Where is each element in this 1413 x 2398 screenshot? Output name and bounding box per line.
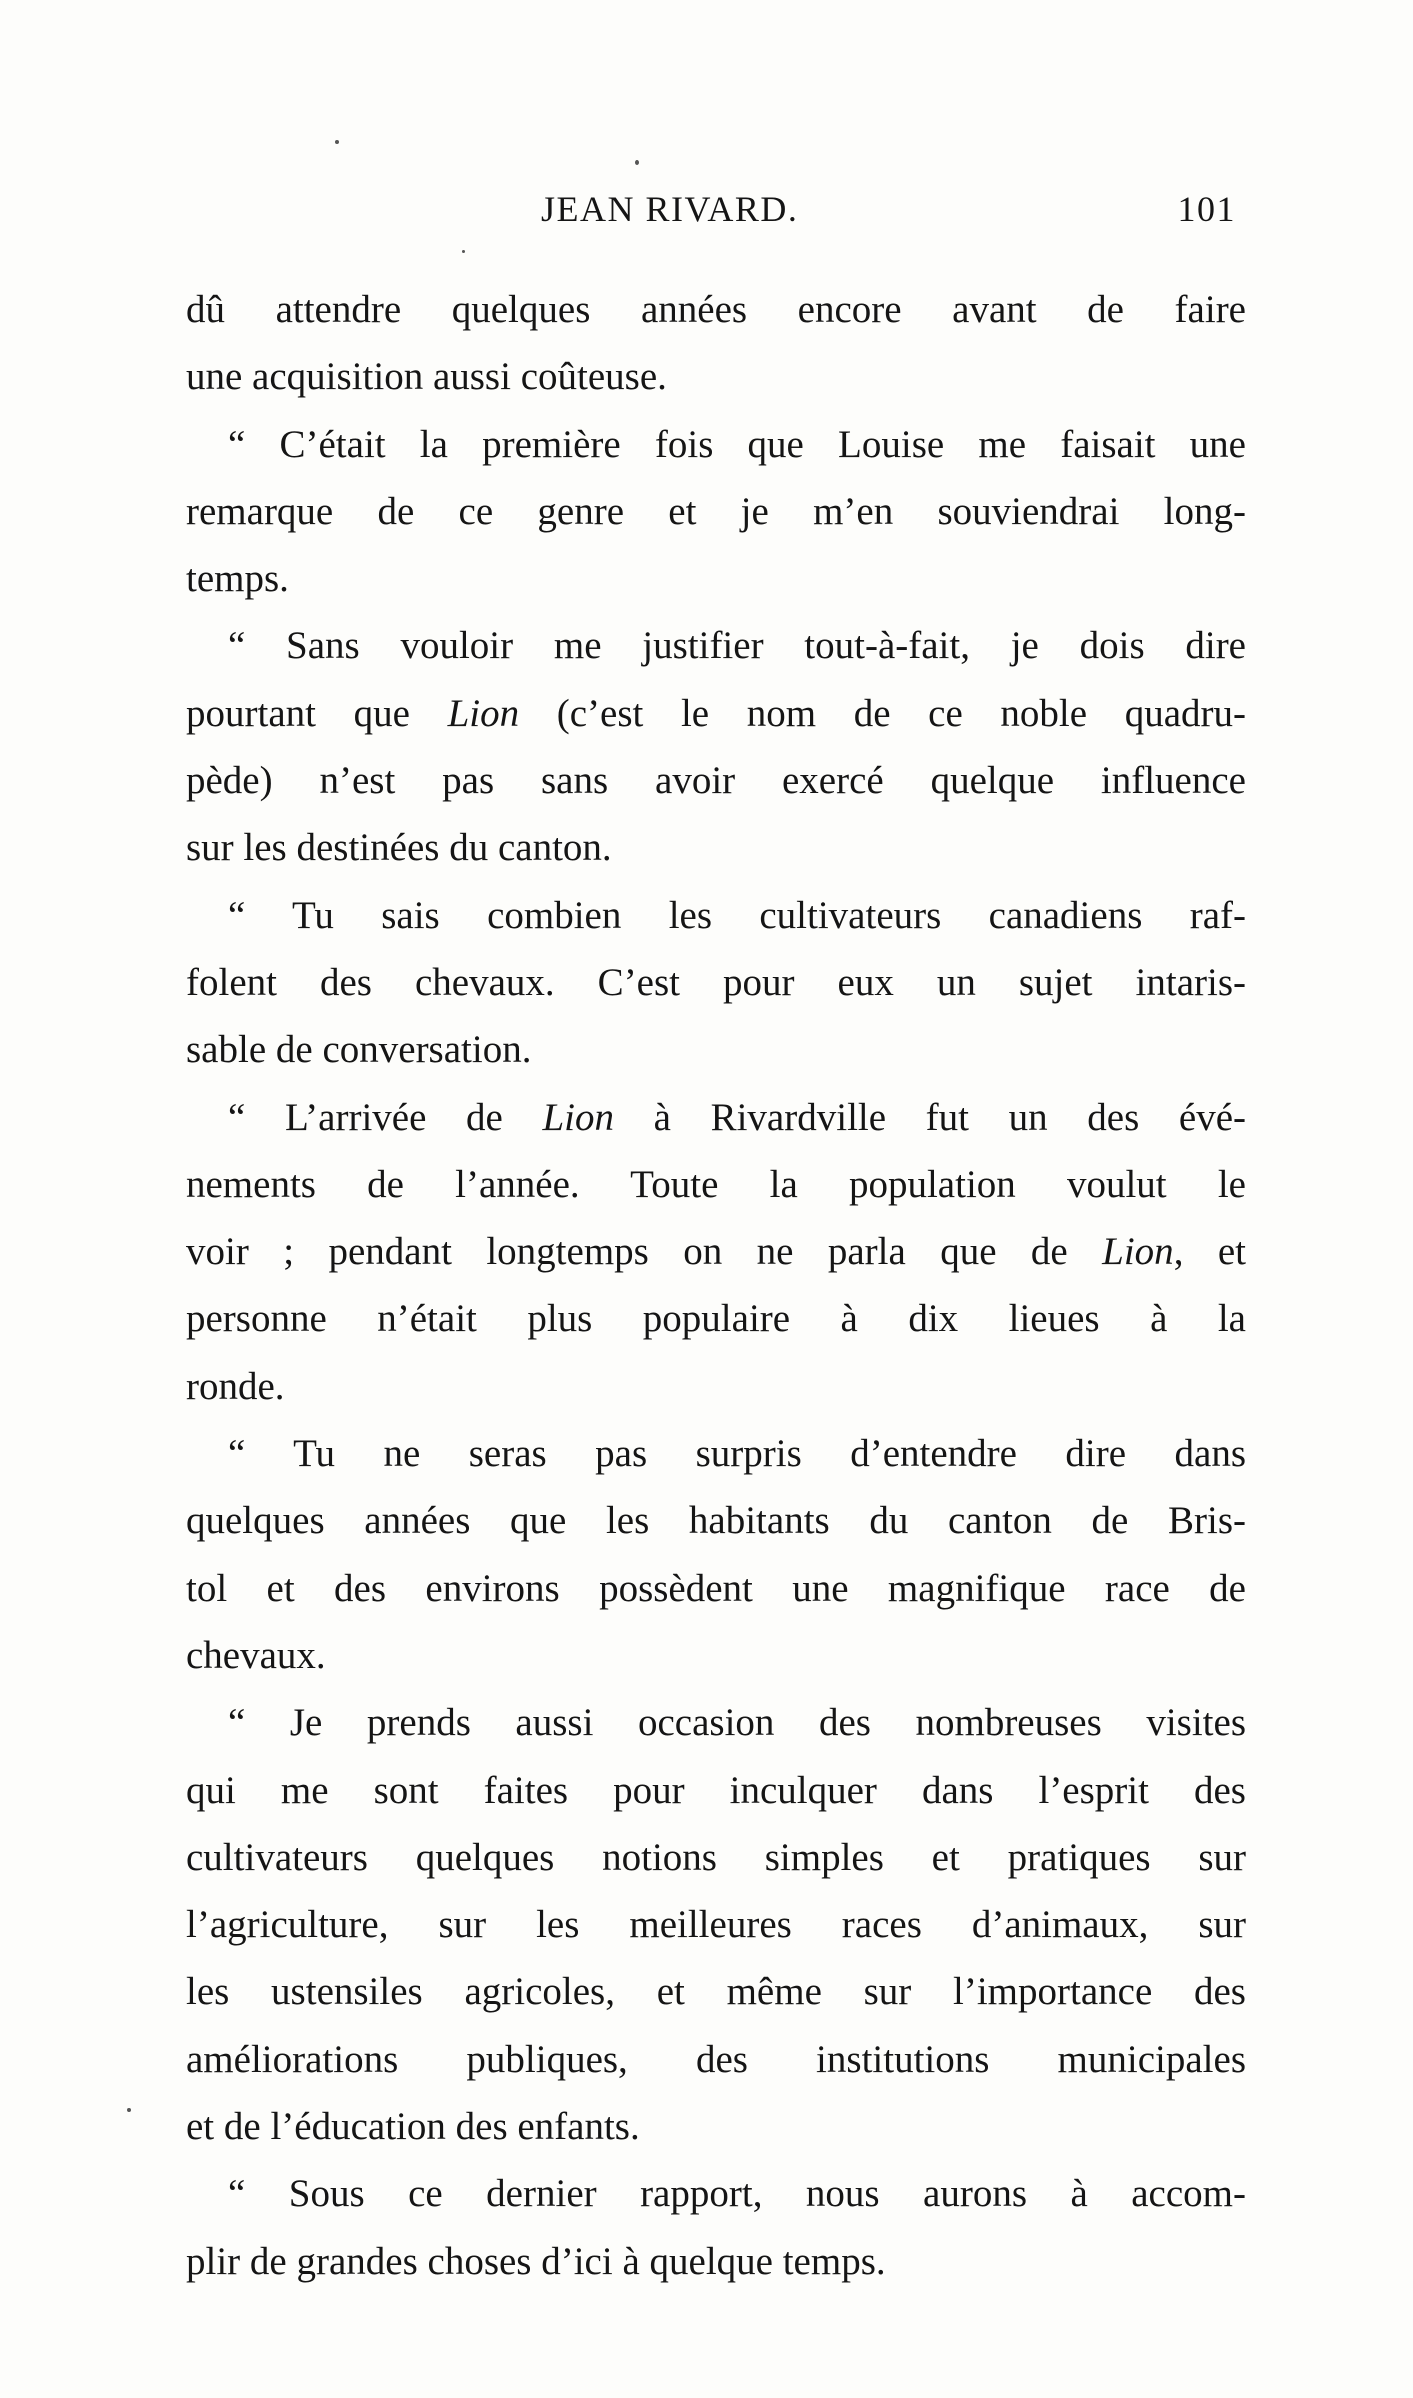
scan-speck bbox=[635, 160, 639, 165]
running-head-title: JEAN RIVARD. bbox=[541, 189, 799, 229]
text-line: dû attendre quelques années encore avant de faire bbox=[186, 288, 1246, 331]
text-line: et de l’éducation des enfants. bbox=[186, 2105, 640, 2149]
text-line: “ Sous ce dernier rapport, nous aurons à accom- bbox=[228, 2172, 1246, 2216]
text-line: temps. bbox=[186, 557, 289, 601]
text-line: l’agriculture, sur les meilleures races d’animaux, sur bbox=[186, 1903, 1246, 1947]
running-head bbox=[186, 188, 1236, 238]
text-line: remarque de ce genre et je m’en souviendrai long- bbox=[186, 489, 1246, 533]
text-line: tol et des environs possèdent une magnifique race de bbox=[186, 1566, 1246, 1610]
page-number: 101 bbox=[1177, 189, 1236, 229]
text-line: cultivateurs quelques notions simples et pratiques sur bbox=[186, 1835, 1246, 1879]
text-line: plir de grandes choses d’ici à quelque temps. bbox=[186, 2239, 886, 2283]
text-line: sur les destinées du canton. bbox=[186, 826, 612, 870]
text-line: pède) n’est pas sans avoir exercé quelque influence bbox=[186, 759, 1246, 803]
body-text bbox=[186, 276, 1246, 2295]
text-line: “ Sans vouloir me justifier tout-à-fait, je dois dire bbox=[228, 624, 1246, 668]
text-line: “ Tu sais combien les cultivateurs canadiens raf- bbox=[228, 893, 1246, 937]
text-line: “ Je prends aussi occasion des nombreuses visites bbox=[228, 1701, 1246, 1745]
text-line: “ C’était la première fois que Louise me faisait une bbox=[228, 422, 1246, 466]
text-line: une acquisition aussi coûteuse. bbox=[186, 355, 667, 399]
text-line: quelques années que les habitants du canton de Bris- bbox=[186, 1499, 1246, 1543]
text-line: folent des chevaux. C’est pour eux un sujet intaris- bbox=[186, 960, 1246, 1004]
text-line: voir ; pendant longtemps on ne parla que de Lion, et bbox=[186, 1230, 1246, 1274]
scan-speck bbox=[462, 250, 465, 253]
text-line: “ L’arrivée de Lion à Rivardville fut un des évé- bbox=[228, 1095, 1246, 1139]
text-line: personne n’était plus populaire à dix lieues à la bbox=[186, 1297, 1246, 1341]
text-line: ronde. bbox=[186, 1364, 285, 1408]
text-line: améliorations publiques, des institutions municipales bbox=[186, 2037, 1246, 2081]
text-line: nements de l’année. Toute la population voulut le bbox=[186, 1162, 1246, 1206]
text-line: pourtant que Lion (c’est le nom de ce noble quadru- bbox=[186, 691, 1247, 735]
text-line: chevaux. bbox=[186, 1633, 326, 1677]
scan-speck bbox=[127, 2108, 131, 2112]
scan-speck bbox=[335, 140, 339, 144]
text-line: les ustensiles agricoles, et même sur l’importance des bbox=[186, 1970, 1246, 2014]
text-line: sable de conversation. bbox=[186, 1028, 532, 1072]
text-line: qui me sont faites pour inculquer dans l’esprit des bbox=[186, 1768, 1246, 1812]
text-line: “ Tu ne seras pas surpris d’entendre dire dans bbox=[228, 1432, 1246, 1476]
